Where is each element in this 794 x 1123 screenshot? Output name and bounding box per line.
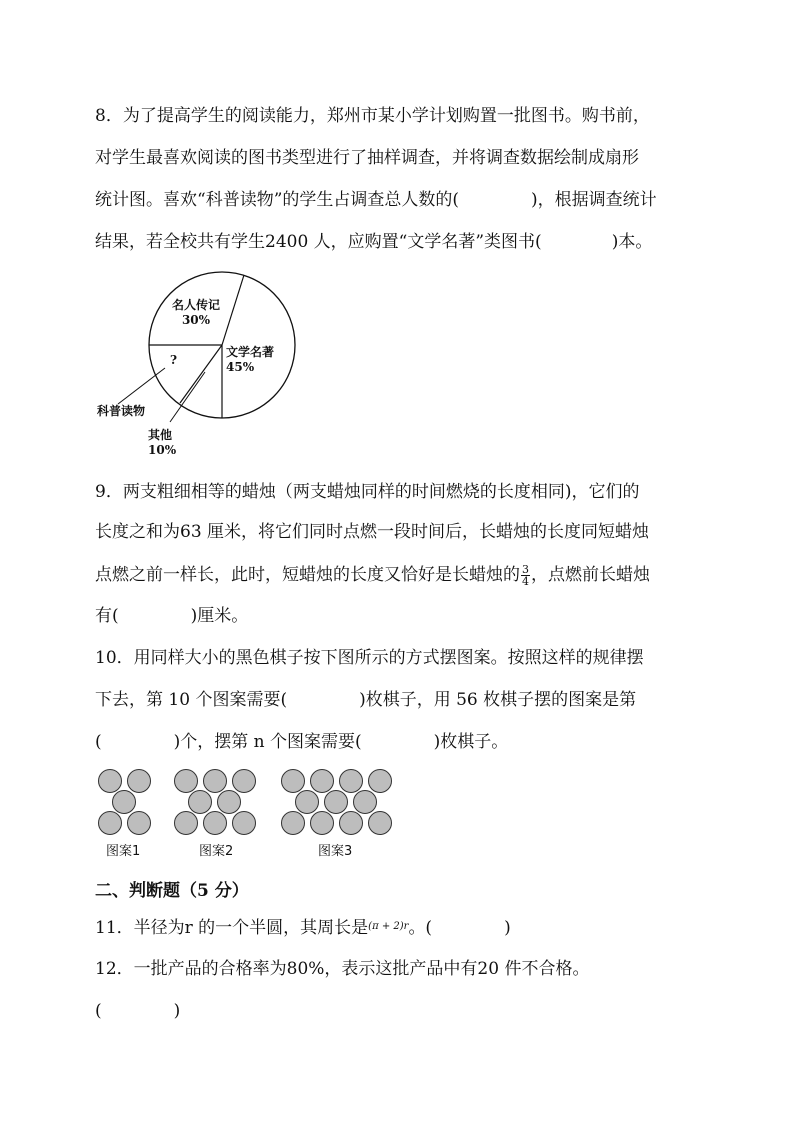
q9-line-4-text: 有( [95, 606, 119, 626]
chess-piece [369, 770, 392, 793]
pie-slice-label: 名人传记 [172, 298, 221, 312]
fraction-three-quarters [521, 564, 530, 587]
q9-line-1: 9．两支粗细相等的蜡烛（两支蜡烛同样的时间燃烧的长度相同)，它们的 [95, 482, 640, 502]
pie-leader-qita [170, 372, 205, 422]
chess-piece [99, 812, 122, 835]
q10-line-3-tail: )枚棋子。 [433, 732, 509, 752]
chess-piece [311, 812, 334, 835]
q10-line-2 [95, 690, 636, 710]
chess-piece [340, 770, 363, 793]
pie-slice-value: 30% [181, 313, 211, 327]
q8-line-3 [95, 190, 657, 210]
chess-piece [113, 791, 136, 814]
q11-line [95, 917, 511, 938]
q10-line-2-text: 下去，第 10 个图案需要( [95, 690, 288, 710]
chess-piece [282, 812, 305, 835]
q9-line-3-tail: ，点燃前长蜡烛 [531, 565, 650, 585]
q11-text: 11．半径为r 的一个半圆，其周长是 [95, 918, 369, 938]
q10-line-3 [95, 732, 508, 752]
chess-piece [128, 812, 151, 835]
chess-piece [354, 791, 377, 814]
q9-line-3 [95, 564, 650, 587]
pattern-caption-1: 图案1 [106, 844, 141, 859]
chess-piece [204, 770, 227, 793]
q12-answer-line [95, 1001, 180, 1021]
q8-line-1: 8．为了提高学生的阅读能力，郑州市某小学计划购置一批图书。购书前， [95, 106, 650, 126]
chess-piece [296, 791, 319, 814]
chess-piece [175, 812, 198, 835]
pie-leader-kepu [118, 368, 165, 404]
chess-piece [325, 791, 348, 814]
pie-divider-1 [222, 275, 244, 345]
q8-line-4-tail: )本。 [611, 232, 653, 252]
pie-label-mingren [172, 298, 220, 328]
perimeter-formula: (π + 2)r [368, 921, 409, 932]
chess-piece [369, 812, 392, 835]
chess-piece [233, 770, 256, 793]
chess-piece [218, 791, 241, 814]
pie-slice-value: 45% [226, 360, 255, 374]
pie-slice-label: 其他 [148, 428, 173, 442]
q11-close: ) [504, 918, 511, 938]
chess-piece [189, 791, 212, 814]
q9-line-4-tail: )厘米。 [190, 606, 249, 626]
chess-piece [282, 770, 305, 793]
q12-line: 12．一批产品的合格率为80%，表示这批产品中有20 件不合格。 [95, 959, 590, 979]
q8-line-3-tail: )，根据调查统计 [531, 190, 657, 210]
chess-piece [233, 812, 256, 835]
pie-unknown-mark: ? [170, 353, 178, 367]
pattern-caption-2: 图案2 [199, 844, 234, 859]
pie-label-qita [148, 428, 176, 458]
fraction-numerator: 3 [522, 563, 529, 576]
q10-line-3-mid: )个，摆第 n 个图案需要( [173, 732, 362, 752]
chess-piece [99, 770, 122, 793]
pattern-caption-3: 图案3 [318, 844, 353, 859]
chess-piece [175, 770, 198, 793]
q10-line-1: 10．用同样大小的黑色棋子按下图所示的方式摆图案。按照这样的规律摆 [95, 648, 644, 668]
q9-line-3-text: 点燃之前一样长，此时，短蜡烛的长度又恰好是长蜡烛的 [95, 565, 520, 585]
q12-open: ( [95, 1001, 102, 1021]
q12-close: ) [173, 1001, 181, 1021]
q8-line-3-text: 统计图。喜欢“科普读物”的学生占调查总人数的( [95, 190, 460, 210]
pie-label-wenxue [226, 345, 274, 375]
q8-line-2: 对学生最喜欢阅读的图书类型进行了抽样调查，并将调查数据绘制成扇形 [95, 148, 639, 168]
chess-piece [311, 770, 334, 793]
chess-piece [340, 812, 363, 835]
pie-slice-value: 10% [148, 443, 177, 457]
section-heading: 二、判断题（5 分） [95, 881, 249, 901]
chess-piece [204, 812, 227, 835]
q11-open: 。( [408, 918, 433, 938]
q10-line-2-tail: )枚棋子，用 56 枚棋子摆的图案是第 [359, 690, 637, 710]
q9-line-2: 长度之和为63 厘米，将它们同时点燃一段时间后，长蜡烛的长度同短蜡烛 [95, 522, 650, 542]
pie-slice-label: 文学名著 [226, 345, 275, 359]
q8-line-4-text: 结果，若全校共有学生2400 人，应购置“文学名著”类图书( [95, 232, 542, 252]
q10-line-3-open: ( [95, 732, 102, 752]
chess-piece [128, 770, 151, 793]
q9-line-4 [95, 606, 248, 626]
q8-line-4 [95, 232, 652, 252]
fraction-denominator: 4 [522, 575, 529, 588]
pie-label-kepu: 科普读物 [97, 404, 146, 418]
pie-divider-4 [180, 345, 222, 403]
